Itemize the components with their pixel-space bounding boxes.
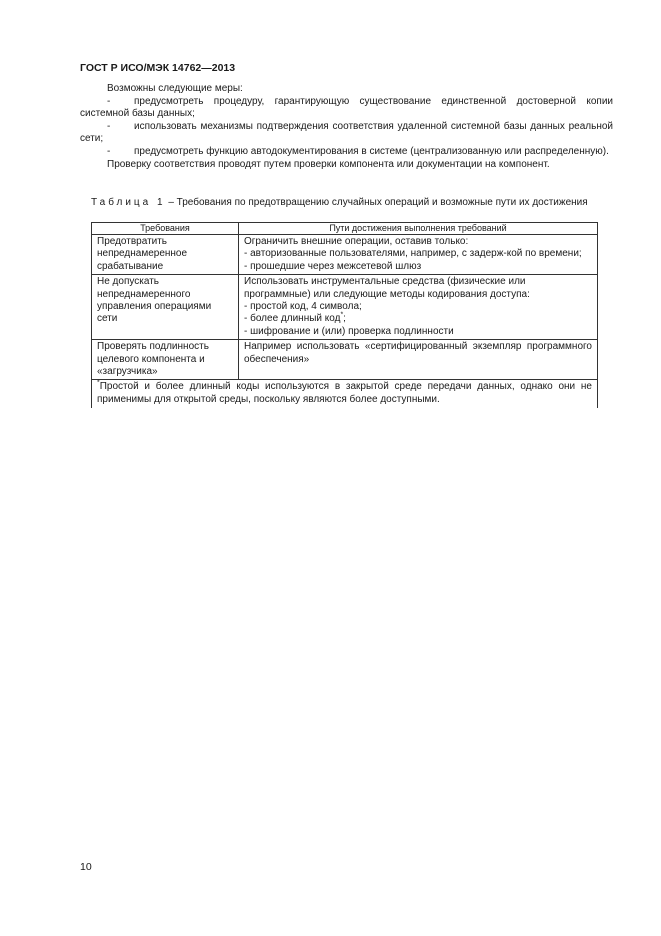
table-footnote-row: [92, 380, 598, 408]
column-header: Требования: [92, 223, 239, 235]
table-row: [92, 275, 598, 340]
solution-cell: Например использовать «сертифицированный экземпляр программного обеспечения»: [239, 340, 598, 380]
document-header: ГОСТ Р ИСО/МЭК 14762—2013: [80, 62, 236, 74]
requirement-cell: Проверять подлинность целевого компонента и «загрузчика»: [92, 340, 239, 380]
table-caption: [91, 197, 613, 209]
closing-paragraph: Проверку соответствия проводят путем проверки компонента или документации на компонент.: [107, 158, 550, 170]
footnote-mark: *: [340, 312, 344, 320]
body-text: [80, 83, 613, 171]
bullet-item: - использовать механизмы подтверждения соответствия удаленной системной базы данных реальной сети;: [80, 120, 613, 145]
column-header: Пути достижения выполнения требований: [239, 223, 598, 235]
solution-cell: Ограничить внешние операции, оставив только: - авторизованные пользователями, например, с задерж-кой по времени; - прошедшие через межсетевой шлюз: [239, 235, 598, 275]
bullet-item: - предусмотреть функцию автодокументирования в системе (централизованную или распределенную).: [107, 145, 609, 157]
page-number: 10: [80, 861, 92, 873]
table-row: [92, 235, 598, 275]
table-row: [92, 340, 598, 380]
solution-cell: Использовать инструментальные средства (физические или программные) или следующие методы кодирования доступа: - простой код, 4 символа; - более длинный код*; - шифрование и (или) проверка подлинности: [239, 275, 598, 340]
table-caption-label: Таблица 1: [91, 197, 166, 208]
table-caption-text: – Требования по предотвращению случайных операций и возможные пути их достижения: [165, 197, 588, 208]
requirement-cell: Предотвратить непреднамеренное срабатывание: [92, 235, 239, 275]
requirements-table: [91, 222, 598, 408]
bullet-item: - предусмотреть процедуру, гарантирующую существование единственной достоверной копии системной базы данных;: [80, 95, 613, 120]
footnote-mark: *: [97, 380, 100, 388]
requirement-cell: Не допускать непреднамеренного управления операциями сети: [92, 275, 239, 340]
intro-paragraph: Возможны следующие меры:: [107, 83, 243, 94]
table-header-row: [92, 223, 598, 235]
table-footnote: *Простой и более длинный коды используются в закрытой среде передачи данных, однако они не применимы для открытой среды, поскольку являются более доступными.: [92, 380, 598, 408]
